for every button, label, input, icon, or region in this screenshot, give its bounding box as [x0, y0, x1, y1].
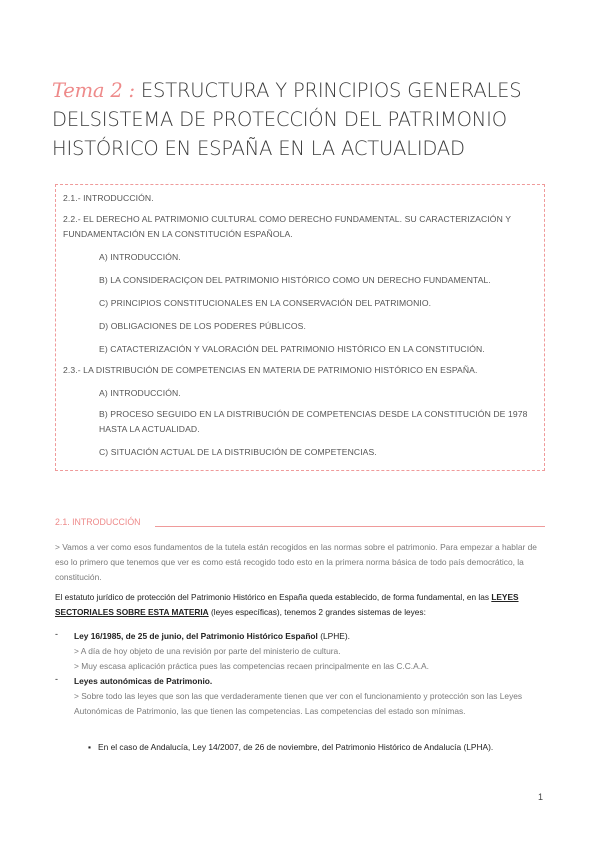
title-line-2: DELSISTEMA DE PROTECCIÓN DEL PATRIMONIO	[52, 108, 507, 131]
title-tema: Tema 2 :	[52, 79, 135, 102]
estatuto-text-a: El estatuto jurídico de protección del Patrimonio Histórico en España queda establecido, de forma fundamental, en las	[55, 592, 492, 602]
section-heading-text: 2.1. INTRODUCCIÓN	[55, 517, 141, 527]
list-dash: -	[55, 629, 58, 639]
estatuto-text-c: (leyes específicas), tenemos 2 grandes sistemas de leyes:	[208, 607, 426, 617]
toc-item-2-2-b: B) LA CONSIDERACIÇON DEL PATRIMONIO HISTÓRICO COMO UN DERECHO FUNDAMENTAL.	[99, 275, 491, 285]
estatuto-text-emphasis: LEYES SECTORIALES SOBRE ESTA MATERIA	[55, 592, 519, 617]
toc-item-2-2-c: C) PRINCIPIOS CONSTITUCIONALES EN LA CONSERVACIÓN DEL PATRIMONIO.	[99, 298, 432, 308]
page-title	[52, 76, 552, 163]
lphe-abbr: (LPHE).	[317, 631, 351, 641]
toc-item-2-2-a: A) INTRODUCCIÓN.	[99, 252, 181, 262]
toc-item-2-2-e: E) CATACTERIZACIÓN Y VALORACIÓN DEL PATRIMONIO HISTÓRICO EN LA CONSTITUCIÓN.	[99, 344, 485, 354]
autonomicas-note: > Sobre todo las leyes que son las que verdaderamente tienen que ver con el funcionamiento y protección son las Leyes Autonómicas de Patrimonio, las que tienen las competencias. Las competencias del estado son mínimas.	[74, 691, 523, 716]
list-item-andalucia: En el caso de Andalucía, Ley 14/2007, de 26 de noviembre, del Patrimonio Histórico de Andalucía (LPHA).	[98, 742, 494, 752]
list-item-lphe	[74, 629, 546, 643]
list-item-autonomicas: Leyes autonómicas de Patrimonio.	[74, 676, 213, 686]
page-number: 1	[538, 792, 544, 802]
toc-item-2-2-d: D) OBLIGACIONES DE LOS PODERES PÚBLICOS.	[99, 321, 306, 331]
list-dash: -	[55, 674, 58, 684]
toc-item-2-1: 2.1.- INTRODUCCIÓN.	[63, 193, 154, 203]
toc-item-2-2: 2.2.- EL DERECHO AL PATRIMONIO CULTURAL COMO DERECHO FUNDAMENTAL. SU CARACTERIZACIÓN Y FUNDAMENTACIÓN EN LA CONSTITUCIÓN ESPAÑOLA.	[63, 214, 511, 239]
section-heading-underline	[155, 526, 545, 527]
section-heading	[55, 515, 545, 529]
lphe-note-1: > A día de hoy objeto de una revisión por parte del ministerio de cultura.	[74, 646, 341, 656]
lphe-title: Ley 16/1985, de 25 de junio, del Patrimonio Histórico Español	[74, 631, 318, 641]
toc-item-2-3: 2.3.- LA DISTRIBUCIÓN DE COMPETENCIAS EN MATERIA DE PATRIMONIO HISTÓRICO EN ESPAÑA.	[63, 365, 478, 375]
estatuto-paragraph	[55, 590, 545, 620]
toc-item-2-3-a: A) INTRODUCCIÓN.	[99, 388, 181, 398]
lphe-note-2: > Muy escasa aplicación práctica pues las competencias recaen principalmente en las C.C.A.A.	[74, 661, 429, 671]
table-of-contents	[55, 184, 545, 471]
toc-item-2-3-b: B) PROCESO SEGUIDO EN LA DISTRIBUCIÓN DE COMPETENCIAS DESDE LA CONSTITUCIÓN DE 1978 HASTA LA ACTUALIDAD.	[99, 409, 528, 434]
title-line-3: HISTÓRICO EN ESPAÑA EN LA ACTUALIDAD	[52, 137, 465, 160]
toc-item-2-3-c: C) SITUACIÓN ACTUAL DE LA DISTRIBUCIÓN DE COMPETENCIAS.	[99, 447, 377, 457]
square-bullet-icon: ▪	[88, 742, 91, 752]
intro-paragraph: > Vamos a ver como esos fundamentos de la tutela están recogidos en las normas sobre el patrimonio. Para empezar a hablar de eso lo primero que tenemos que ver es como está recogido todo esto en la primera norma básica de todo país democrático, la constitución.	[55, 542, 537, 582]
title-line-1: ESTRUCTURA Y PRINCIPIOS GENERALES	[134, 79, 522, 102]
